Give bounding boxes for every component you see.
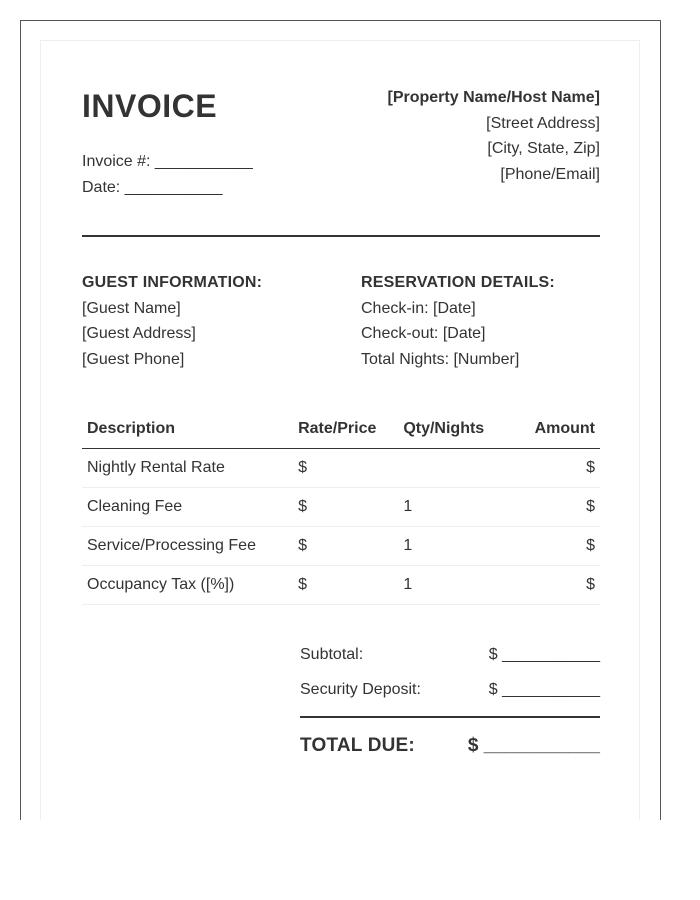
column-header-rate: Rate/Price: [298, 410, 403, 449]
host-name: [Property Name/Host Name]: [387, 89, 600, 106]
total-due-label: TOTAL DUE:: [300, 735, 415, 756]
table-row: [82, 566, 600, 605]
subtotal-value: $ ___________: [488, 646, 600, 663]
invoice-header: [82, 82, 600, 237]
row-amount: $: [502, 449, 600, 488]
host-info: [388, 85, 601, 187]
invoice-content: [82, 82, 600, 756]
host-city: [City, State, Zip]: [487, 140, 600, 157]
row-amount: $: [502, 566, 600, 605]
guest-name: [Guest Name]: [82, 299, 181, 317]
row-description: Nightly Rental Rate: [82, 449, 298, 488]
table-row: [82, 449, 600, 488]
row-qty: 1: [403, 488, 502, 527]
table-row: [82, 488, 600, 527]
guest-information: [82, 270, 262, 372]
totals-section: [300, 642, 600, 762]
host-street: [Street Address]: [486, 114, 600, 132]
row-rate: $: [298, 566, 403, 605]
row-amount: $: [502, 527, 600, 566]
row-description: Service/Processing Fee: [82, 527, 298, 566]
reservation-heading: RESERVATION DETAILS:: [361, 274, 555, 291]
totals-divider: [300, 716, 600, 718]
invoice-number-line: Invoice #: ___________: [82, 153, 253, 170]
total-due-value: $ ___________: [467, 735, 600, 756]
column-header-qty: Qty/Nights: [403, 410, 502, 449]
column-header-description: Description: [82, 410, 298, 449]
column-header-amount: Amount: [502, 410, 600, 449]
total-nights: Total Nights: [Number]: [361, 350, 520, 368]
header-divider: [82, 235, 600, 237]
line-items-table: [82, 410, 600, 605]
table-header-row: [82, 410, 600, 449]
security-deposit-label: Security Deposit:: [300, 681, 421, 698]
row-rate: $: [298, 527, 403, 566]
info-section: [82, 270, 600, 370]
subtotal-label: Subtotal:: [300, 646, 364, 663]
security-deposit-value: $ ___________: [488, 681, 600, 698]
row-qty: [403, 449, 502, 488]
guest-address: [Guest Address]: [82, 325, 196, 342]
invoice-title: INVOICE: [82, 88, 218, 124]
row-description: Occupancy Tax ([%]): [82, 566, 298, 605]
check-out: Check-out: [Date]: [361, 325, 486, 342]
guest-phone: [Guest Phone]: [82, 350, 185, 368]
row-rate: $: [298, 488, 403, 527]
check-in: Check-in: [Date]: [361, 299, 476, 317]
row-qty: 1: [403, 566, 502, 605]
reservation-details: [361, 270, 555, 372]
table-row: [82, 527, 600, 566]
invoice-date-line: Date: ___________: [82, 179, 223, 196]
row-qty: 1: [403, 527, 502, 566]
guest-heading: GUEST INFORMATION:: [82, 274, 263, 291]
row-rate: $: [298, 449, 403, 488]
row-description: Cleaning Fee: [82, 488, 298, 527]
row-amount: $: [502, 488, 600, 527]
host-contact: [Phone/Email]: [500, 165, 600, 183]
